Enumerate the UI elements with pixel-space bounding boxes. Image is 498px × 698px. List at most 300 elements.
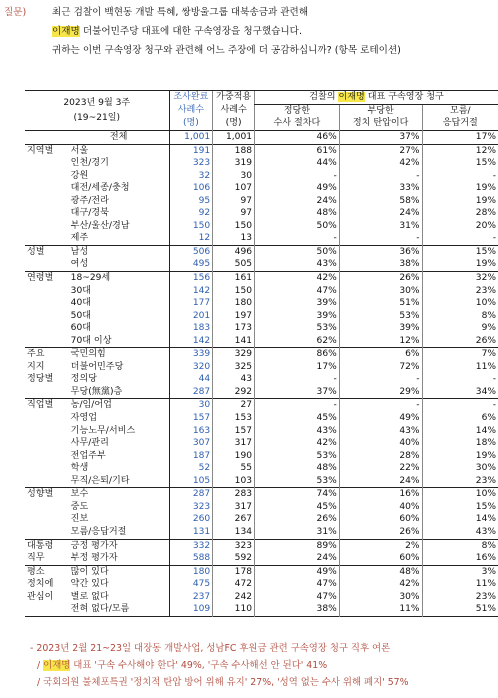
- sample-weighted: 103: [213, 475, 255, 488]
- pct-oppression: 26%: [339, 526, 422, 539]
- pct-legitimate: 50%: [255, 220, 340, 233]
- pct-legitimate: 49%: [255, 565, 340, 578]
- pct-unknown: 32%: [422, 272, 498, 285]
- pct-unknown: 23%: [422, 285, 498, 298]
- sample-weighted: 242: [213, 591, 255, 604]
- sample-complete: 30: [169, 399, 213, 412]
- pct-legitimate: 53%: [255, 322, 340, 335]
- pct-legitimate: 48%: [255, 207, 340, 220]
- question-line-3: 귀하는 이번 구속영장 청구와 관련해 어느 주장에 더 공감하십니까? (항목 로테이션): [52, 45, 401, 56]
- sample-complete: 191: [169, 144, 213, 157]
- pct-legitimate: 45%: [255, 412, 340, 425]
- pct-unknown: 8%: [422, 539, 498, 552]
- table-row: [25, 272, 498, 285]
- pct-unknown: 10%: [422, 297, 498, 310]
- table-row: [25, 322, 498, 335]
- pct-legitimate: 43%: [255, 258, 340, 271]
- pct-unknown: 14%: [422, 425, 498, 438]
- pct-legitimate: 62%: [255, 335, 340, 348]
- row-category: [25, 131, 69, 145]
- footnote-line-1: - 2023년 2월 21~23일 대장동 개발사업, 성남FC 후원금 관련 구속영장 청구 직후 여론: [30, 643, 391, 654]
- pct-oppression: 26%: [339, 272, 422, 285]
- row-category: 직업별: [27, 400, 54, 411]
- row-label: 부정 평가자: [70, 553, 118, 564]
- table-row: [25, 195, 498, 208]
- table-row: [25, 552, 498, 565]
- pct-legitimate: 24%: [255, 195, 340, 208]
- row-label: 학생: [70, 463, 89, 474]
- table-row: [25, 412, 498, 425]
- row-category: [25, 182, 69, 195]
- sample-weighted: 134: [213, 526, 255, 539]
- sample-complete: 287: [169, 386, 213, 399]
- row-label: 50대: [70, 310, 92, 321]
- row-category: [25, 157, 69, 170]
- row-label: 40대: [70, 298, 92, 309]
- row-category: [25, 258, 69, 271]
- pct-legitimate: 74%: [255, 488, 340, 501]
- table-row: [25, 462, 498, 475]
- pct-unknown: 7%: [422, 348, 498, 361]
- sample-weighted: 1,001: [213, 131, 255, 145]
- table-body: [25, 131, 498, 617]
- pct-oppression: 31%: [339, 220, 422, 233]
- sample-weighted: 30: [213, 170, 255, 183]
- sample-weighted: 141: [213, 335, 255, 348]
- pct-oppression: 37%: [339, 131, 422, 145]
- sample-weighted: 157: [213, 425, 255, 438]
- sample-complete: 106: [169, 182, 213, 195]
- sample-complete: 32: [169, 170, 213, 183]
- pct-legitimate: 44%: [255, 157, 340, 170]
- sample-complete: 142: [169, 285, 213, 298]
- table-row: [25, 373, 498, 386]
- pct-legitimate: -: [255, 170, 340, 183]
- pct-legitimate: 24%: [255, 552, 340, 565]
- row-label: 무당(無黨)층: [70, 386, 123, 397]
- pct-unknown: 34%: [422, 386, 498, 399]
- pct-oppression: 51%: [339, 297, 422, 310]
- pct-oppression: 30%: [339, 285, 422, 298]
- sample-weighted: 323: [213, 539, 255, 552]
- sample-complete: 287: [169, 488, 213, 501]
- row-category: 대통령: [27, 540, 54, 551]
- row-category: [25, 310, 69, 323]
- row-category: 성향별: [27, 489, 54, 500]
- sample-complete: 201: [169, 310, 213, 323]
- row-category: [25, 335, 69, 348]
- table-row: [25, 361, 498, 374]
- row-label: 무직/은퇴/기타: [70, 475, 130, 486]
- sample-weighted: 55: [213, 462, 255, 475]
- pct-legitimate: 89%: [255, 539, 340, 552]
- row-category: [25, 513, 69, 526]
- pct-oppression: 40%: [339, 501, 422, 514]
- row-label: 60대: [70, 323, 92, 334]
- pct-legitimate: 48%: [255, 462, 340, 475]
- pct-unknown: 15%: [422, 157, 498, 170]
- sample-weighted: 27: [213, 399, 255, 412]
- sample-complete: 332: [169, 539, 213, 552]
- sample-complete: 95: [169, 195, 213, 208]
- pct-oppression: 42%: [339, 157, 422, 170]
- table-row: [25, 450, 498, 463]
- sample-weighted: 190: [213, 450, 255, 463]
- row-category: 연령별: [27, 273, 54, 284]
- sample-complete: 183: [169, 322, 213, 335]
- pct-legitimate: -: [255, 399, 340, 412]
- row-label: 자영업: [70, 413, 98, 424]
- pct-unknown: 10%: [422, 488, 498, 501]
- pct-oppression: 22%: [339, 462, 422, 475]
- sample-complete: 180: [169, 565, 213, 578]
- sample-complete: 52: [169, 462, 213, 475]
- pct-legitimate: 17%: [255, 361, 340, 374]
- table-row: [25, 258, 498, 271]
- header-opt1: 정당한: [255, 104, 340, 117]
- sample-complete: 506: [169, 245, 213, 258]
- footnote-line-3: / 국회의원 불체포특권 '정치적 탄압 방어 위해 유지' 27%, '성역 없는 수사 위해 폐지' 57%: [37, 677, 409, 688]
- pct-unknown: 19%: [422, 450, 498, 463]
- header-group: 검찰의 이재명 대표 구속영장 청구: [255, 91, 498, 105]
- sample-weighted: 150: [213, 285, 255, 298]
- sample-weighted: 319: [213, 157, 255, 170]
- pct-oppression: 2%: [339, 539, 422, 552]
- row-category: [25, 425, 69, 438]
- row-category: [25, 220, 69, 233]
- sample-complete: 163: [169, 425, 213, 438]
- row-category: 직무: [27, 553, 45, 564]
- pct-unknown: 19%: [422, 258, 498, 271]
- pct-oppression: 60%: [339, 513, 422, 526]
- pct-unknown: -: [422, 399, 498, 412]
- row-label: 대전/세종/충청: [70, 183, 130, 194]
- pct-legitimate: 47%: [255, 285, 340, 298]
- table-row: [25, 182, 498, 195]
- row-label: 30대: [70, 285, 92, 296]
- sample-weighted: 505: [213, 258, 255, 271]
- table-row: [25, 488, 498, 501]
- pct-oppression: 27%: [339, 144, 422, 157]
- footnote-line-2: / 이재명 대표 '구속 수사해야 한다' 49%, '구속 수사해선 안 된다' 41%: [37, 660, 328, 671]
- row-label: 중도: [70, 501, 89, 512]
- sample-complete: 177: [169, 297, 213, 310]
- pct-oppression: 29%: [339, 386, 422, 399]
- table-row: [25, 335, 498, 348]
- sample-complete: 12: [169, 232, 213, 245]
- sample-weighted: 325: [213, 361, 255, 374]
- sample-complete: 105: [169, 475, 213, 488]
- pct-unknown: 11%: [422, 578, 498, 591]
- pct-legitimate: 46%: [255, 131, 340, 145]
- table-row: [25, 232, 498, 245]
- sample-complete: 237: [169, 591, 213, 604]
- pct-oppression: 6%: [339, 348, 422, 361]
- header-weight: 가중적용: [213, 91, 255, 105]
- row-label: 보수: [70, 489, 89, 500]
- sample-weighted: 43: [213, 373, 255, 386]
- row-label: 더불어민주당: [70, 361, 124, 372]
- row-category: [25, 412, 69, 425]
- question-line-1: 최근 검찰이 백현동 개발 특혜, 쌍방울그룹 대북송금과 관련해: [52, 7, 309, 18]
- pct-legitimate: 53%: [255, 475, 340, 488]
- pct-oppression: 42%: [339, 578, 422, 591]
- pct-oppression: 43%: [339, 425, 422, 438]
- row-label: 70대 이상: [70, 335, 112, 346]
- sample-complete: 307: [169, 437, 213, 450]
- sample-weighted: 13: [213, 232, 255, 245]
- row-label: 대구/경북: [70, 208, 109, 219]
- row-category: [25, 462, 69, 475]
- sample-complete: 44: [169, 373, 213, 386]
- sample-weighted: 153: [213, 412, 255, 425]
- pct-unknown: 26%: [422, 335, 498, 348]
- pct-oppression: 28%: [339, 450, 422, 463]
- sample-weighted: 110: [213, 603, 255, 616]
- pct-oppression: -: [339, 399, 422, 412]
- sample-weighted: 188: [213, 144, 255, 157]
- row-label: 전혀 없다/모름: [70, 604, 130, 615]
- table-row: [25, 399, 498, 412]
- pct-oppression: 40%: [339, 437, 422, 450]
- pct-oppression: 58%: [339, 195, 422, 208]
- pct-legitimate: 39%: [255, 297, 340, 310]
- pct-oppression: 30%: [339, 591, 422, 604]
- pct-unknown: 23%: [422, 591, 498, 604]
- highlight-name: 이재명: [52, 26, 80, 37]
- table-row: [25, 603, 498, 616]
- sample-complete: 1,001: [169, 131, 213, 145]
- pct-unknown: 14%: [422, 513, 498, 526]
- header-opt3: 모름/: [422, 104, 498, 117]
- sample-complete: 260: [169, 513, 213, 526]
- sample-complete: 92: [169, 207, 213, 220]
- pct-oppression: 11%: [339, 603, 422, 616]
- table-row: [25, 207, 498, 220]
- sample-weighted: 97: [213, 207, 255, 220]
- table-row: [25, 245, 498, 258]
- pct-oppression: 12%: [339, 335, 422, 348]
- pct-legitimate: 42%: [255, 272, 340, 285]
- row-label: 남성: [70, 246, 89, 257]
- table-row: [25, 310, 498, 323]
- sample-weighted: 292: [213, 386, 255, 399]
- row-category: [25, 232, 69, 245]
- header-title: 2023년 9월 3주 (19~21일): [25, 91, 169, 131]
- pct-legitimate: 38%: [255, 603, 340, 616]
- row-category: [25, 526, 69, 539]
- pct-legitimate: 31%: [255, 526, 340, 539]
- table-row: [25, 285, 498, 298]
- row-category: 정치에: [27, 579, 54, 590]
- pct-oppression: 53%: [339, 310, 422, 323]
- pct-unknown: -: [422, 373, 498, 386]
- table-row: [25, 220, 498, 233]
- row-label: 기능노무/서비스: [70, 425, 136, 436]
- sample-weighted: 150: [213, 220, 255, 233]
- sample-complete: 320: [169, 361, 213, 374]
- row-category: 정당별: [27, 374, 54, 385]
- row-label: 사무/관리: [70, 438, 109, 449]
- row-category: 평소: [27, 566, 45, 577]
- pct-unknown: 19%: [422, 195, 498, 208]
- table-row: [25, 170, 498, 183]
- row-category: [25, 501, 69, 514]
- sample-complete: 157: [169, 412, 213, 425]
- pct-oppression: -: [339, 373, 422, 386]
- results-table: 2023년 9월 3주 (19~21일) 조사완료 가중적용 검찰의 이재명 대표 구속영장 청구 사례수 사례수 정당한 부당한 모름/ (명) (명) 수사 절차다 정치 탄압이다 응답거절 전체 1,001 1,001 46% 37% 17% 지역별 서울 191 188 61% 27% 12% 인천/경기 323 319 44% 42% 15% 강원 32 30 - - - 대전/세종/충청 106 107 49% 33% 19% 광주/전라 95 97 24% 58% 19% 대구/경북 92 97 48% 24% 28% 부산/울산/경남 150 150 50% 31% 20% 제주 12 13 - - - 성별 남성 506 496 50% 36% 15% 여성 495 505 43% 38% 19% 연령별 18~29세 156 161 42% 26% 32% 30대 142 150 47% 30% 23% 40대 177 180 39% 51% 10% 50대 201 197 39% 53% 8% 60대 183 173 53% 39% 9% 70대 이상 142 141 62% 12% 26% 주요 국민의힘 339 329 86% 6% 7% 지지 더불어민주당 320 325 17% 72% 11% 정당별 정의당 44 43 - - - 무당(無黨)층 287 292 37% 29% 34% 직업별 농/임/어업 30 27 - - - 자영업 157 153 45% 49% 6% 기능노무/서비스 163 157 43% 43% 14% 사무/관리 307 317 42% 40% 18% 전업주부 187 190 53% 28% 19% 학생 52 55 48% 22% 30% 무직/은퇴/기타 105 103 53% 24% 23% 성향별 보수 287 283 74% 16% 10% 중도 323 317 45% 40% 15% 진보 260 267 26% 60% 14% 모름/응답거절 131 134 31% 26% 43% 대통령 긍정 평가자 332 323 89% 2% 8% 직무 부정 평가자 588 592 24% 60% 16% 평소 많이 있다 180 178 49% 48% 3% 정치에 약간 있다 475 472 47% 42% 11% 관심이 별로 없다 237 242 47% 30% 23% 전혀 없다/모름 109 110 38% 11% 51%: [25, 90, 498, 617]
- row-label: 강원: [70, 170, 89, 181]
- row-category: 관심이: [27, 591, 54, 602]
- sample-weighted: 283: [213, 488, 255, 501]
- pct-unknown: -: [422, 232, 498, 245]
- row-category: [25, 437, 69, 450]
- sample-weighted: 197: [213, 310, 255, 323]
- pct-legitimate: 47%: [255, 578, 340, 591]
- pct-unknown: 15%: [422, 245, 498, 258]
- pct-legitimate: 61%: [255, 144, 340, 157]
- question-line-2: 이재명 더불어민주당 대표에 대한 구속영장을 청구했습니다.: [52, 26, 302, 37]
- row-label: 별로 없다: [70, 591, 109, 602]
- sample-weighted: 173: [213, 322, 255, 335]
- table-row: [25, 501, 498, 514]
- header-complete: 조사완료: [169, 91, 213, 105]
- table-row: [25, 425, 498, 438]
- pct-unknown: 8%: [422, 310, 498, 323]
- table-row: [25, 539, 498, 552]
- pct-oppression: 24%: [339, 207, 422, 220]
- row-category: [25, 322, 69, 335]
- pct-legitimate: 26%: [255, 513, 340, 526]
- row-category: [25, 285, 69, 298]
- sample-weighted: 472: [213, 578, 255, 591]
- sample-weighted: 496: [213, 245, 255, 258]
- sample-weighted: 107: [213, 182, 255, 195]
- pct-legitimate: 49%: [255, 182, 340, 195]
- sample-complete: 339: [169, 348, 213, 361]
- pct-unknown: 19%: [422, 182, 498, 195]
- pct-unknown: 6%: [422, 412, 498, 425]
- pct-oppression: 38%: [339, 258, 422, 271]
- row-label: 모름/응답거절: [70, 526, 127, 537]
- row-category: [25, 475, 69, 488]
- pct-unknown: 17%: [422, 131, 498, 145]
- row-category: [25, 207, 69, 220]
- pct-unknown: 15%: [422, 501, 498, 514]
- row-label: 많이 있다: [70, 566, 109, 577]
- sample-weighted: 97: [213, 195, 255, 208]
- row-label: 전체: [109, 132, 128, 142]
- sample-complete: 495: [169, 258, 213, 271]
- table-row: [25, 144, 498, 157]
- question-label: 질문): [4, 7, 27, 18]
- sample-complete: 187: [169, 450, 213, 463]
- pct-oppression: 33%: [339, 182, 422, 195]
- pct-legitimate: 43%: [255, 425, 340, 438]
- pct-unknown: 12%: [422, 144, 498, 157]
- pct-oppression: 16%: [339, 488, 422, 501]
- sample-weighted: 317: [213, 437, 255, 450]
- sample-weighted: 267: [213, 513, 255, 526]
- table-row: [25, 437, 498, 450]
- pct-oppression: 49%: [339, 412, 422, 425]
- table-row: [25, 348, 498, 361]
- table-row: [25, 157, 498, 170]
- row-label: 인천/경기: [70, 158, 109, 169]
- row-category: 주요: [27, 349, 45, 360]
- row-label: 농/임/어업: [70, 400, 112, 411]
- pct-unknown: 11%: [422, 361, 498, 374]
- pct-legitimate: 42%: [255, 437, 340, 450]
- pct-oppression: 72%: [339, 361, 422, 374]
- row-label: 서울: [70, 145, 89, 156]
- pct-legitimate: 53%: [255, 450, 340, 463]
- pct-legitimate: 39%: [255, 310, 340, 323]
- sample-weighted: 317: [213, 501, 255, 514]
- table-row: [25, 513, 498, 526]
- pct-unknown: 51%: [422, 603, 498, 616]
- pct-oppression: -: [339, 232, 422, 245]
- sample-weighted: 180: [213, 297, 255, 310]
- row-category: [25, 603, 69, 616]
- row-label: 약간 있다: [70, 579, 109, 590]
- pct-oppression: 60%: [339, 552, 422, 565]
- row-category: 성별: [27, 246, 45, 257]
- pct-unknown: 3%: [422, 565, 498, 578]
- row-category: [25, 386, 69, 399]
- header-opt2: 부당한: [339, 104, 422, 117]
- pct-legitimate: -: [255, 232, 340, 245]
- pct-unknown: 18%: [422, 437, 498, 450]
- sample-complete: 131: [169, 526, 213, 539]
- pct-unknown: 30%: [422, 462, 498, 475]
- row-category: 지역별: [27, 145, 54, 156]
- pct-legitimate: 86%: [255, 348, 340, 361]
- row-category: [25, 450, 69, 463]
- sample-weighted: 592: [213, 552, 255, 565]
- sample-complete: 109: [169, 603, 213, 616]
- row-label: 긍정 평가자: [70, 540, 118, 551]
- table-row: [25, 297, 498, 310]
- pct-unknown: 43%: [422, 526, 498, 539]
- pct-legitimate: 50%: [255, 245, 340, 258]
- pct-oppression: 24%: [339, 475, 422, 488]
- sample-weighted: 178: [213, 565, 255, 578]
- pct-oppression: 48%: [339, 565, 422, 578]
- table-row: [25, 131, 498, 145]
- pct-unknown: 28%: [422, 207, 498, 220]
- row-category: [25, 297, 69, 310]
- sample-complete: 588: [169, 552, 213, 565]
- table-row: [25, 591, 498, 604]
- row-label: 진보: [70, 514, 89, 525]
- pct-legitimate: 45%: [255, 501, 340, 514]
- table-row: [25, 578, 498, 591]
- row-label: 제주: [70, 233, 89, 244]
- row-category: [25, 170, 69, 183]
- sample-weighted: 329: [213, 348, 255, 361]
- sample-complete: 150: [169, 220, 213, 233]
- table-row: [25, 565, 498, 578]
- pct-legitimate: 37%: [255, 386, 340, 399]
- table-row: [25, 386, 498, 399]
- row-label: 18~29세: [70, 273, 111, 284]
- row-label: 전업주부: [70, 450, 106, 461]
- pct-unknown: -: [422, 170, 498, 183]
- pct-unknown: 23%: [422, 475, 498, 488]
- pct-oppression: 39%: [339, 322, 422, 335]
- pct-unknown: 16%: [422, 552, 498, 565]
